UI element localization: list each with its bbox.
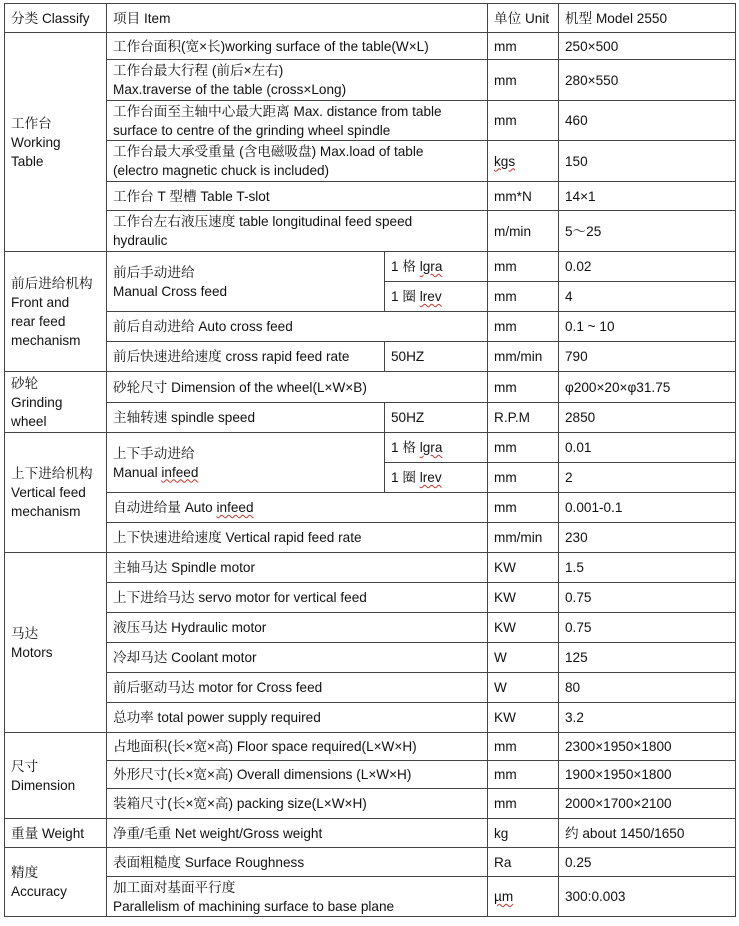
table-row <box>5 141 736 182</box>
value-cell: 150 <box>559 141 736 182</box>
value-cell: 790 <box>559 342 736 372</box>
item-line: surface to centre of the grinding wheel spindle <box>113 122 391 138</box>
item-cell: 占地面积(长×宽×高) Floor space required(L×W×H) <box>107 733 488 761</box>
unit-cell: m/min <box>488 211 559 252</box>
category-grinding-wheel <box>5 372 107 433</box>
header-row <box>5 4 736 33</box>
unit-cell: mm/min <box>488 523 559 553</box>
value-cell: 0.25 <box>559 848 736 877</box>
item-cell: 工作台 T 型槽 Table T-slot <box>107 182 488 211</box>
category-line: Working <box>11 134 61 150</box>
unit-cell: mm <box>488 282 559 312</box>
unit-cell: mm <box>488 33 559 60</box>
item-cell: 工作台面积(宽×长)working surface of the table(W×L) <box>107 33 488 60</box>
unit-cell: KW <box>488 703 559 733</box>
item-cell <box>107 252 385 312</box>
value-cell: 0.02 <box>559 252 736 282</box>
category-line: 工作台 <box>11 115 52 131</box>
value-cell: 1900×1950×1800 <box>559 761 736 789</box>
item-line: 工作台面至主轴中心最大距离 Max. distance from table <box>113 103 442 119</box>
category-line: 精度 <box>11 865 39 880</box>
table-row <box>5 403 736 433</box>
table-row <box>5 553 736 583</box>
value-cell: 3.2 <box>559 703 736 733</box>
table-row <box>5 493 736 523</box>
value-cell: 2 <box>559 463 736 493</box>
item-line: 工作台左右液压速度 table longitudinal feed speed <box>113 214 413 229</box>
table-row <box>5 342 736 372</box>
item-cell: 上下进给马达 servo motor for vertical feed <box>107 583 488 613</box>
category-accuracy <box>5 848 107 917</box>
unit-cell: KW <box>488 553 559 583</box>
item-cell: 净重/毛重 Net weight/Gross weight <box>107 819 488 848</box>
unit-cell: mm <box>488 60 559 101</box>
category-line: 砂轮 <box>11 375 39 391</box>
item-line: Max.traverse of the table (cross×Long) <box>113 82 347 97</box>
value-cell: 约 about 1450/1650 <box>559 819 736 848</box>
unit-cell: mm/min <box>488 342 559 372</box>
unit-cell: mm <box>488 463 559 493</box>
value-cell: 1.5 <box>559 553 736 583</box>
table-row <box>5 33 736 60</box>
table-row <box>5 789 736 819</box>
table-row <box>5 101 736 141</box>
unit-cell: mm <box>488 433 559 463</box>
value-cell: 2300×1950×1800 <box>559 733 736 761</box>
item-cell <box>107 60 488 101</box>
category-line: Front and <box>11 294 70 310</box>
unit-cell: W <box>488 673 559 703</box>
item-cell: 冷却马达 Coolant motor <box>107 643 488 673</box>
category-line: 前后进给机构 <box>11 275 93 291</box>
item-line: 前后手动进给 <box>113 264 195 280</box>
item-line: Manual Cross feed <box>113 283 228 299</box>
header-model: 机型 Model 2550 <box>559 4 736 33</box>
category-line: mechanism <box>11 504 81 519</box>
value-cell: 2000×1700×2100 <box>559 789 736 819</box>
item-line: 加工面对基面平行度 <box>113 879 236 895</box>
sub-word: lrev <box>419 470 442 485</box>
sub-prefix: 1 圈 <box>391 470 420 485</box>
value-cell: 2850 <box>559 403 736 433</box>
item-prefix: Manual <box>113 464 162 480</box>
unit-cell: mm <box>488 312 559 342</box>
table-row <box>5 583 736 613</box>
item-cell <box>107 877 488 917</box>
table-row <box>5 733 736 761</box>
category-motors <box>5 553 107 733</box>
category-line: wheel <box>11 413 47 429</box>
unit-cell: mm*N <box>488 182 559 211</box>
unit-cell: mm <box>488 733 559 761</box>
value-cell: 14×1 <box>559 182 736 211</box>
category-working-table <box>5 33 107 252</box>
table-row <box>5 673 736 703</box>
item-line <box>113 463 378 482</box>
category-line: 马达 <box>11 625 39 641</box>
unit-text: µm <box>494 889 514 904</box>
sub-cell: 50HZ <box>385 342 488 372</box>
table-row <box>5 252 736 282</box>
table-row <box>5 372 736 403</box>
item-cell: 前后自动进给 Auto cross feed <box>107 312 488 342</box>
table-row <box>5 761 736 789</box>
item-line: 工作台最大承受重量 (含电磁吸盘) Max.load of table <box>113 144 424 159</box>
header-item: 项目 Item <box>107 4 488 33</box>
category-line: Dimension <box>11 777 76 793</box>
value-cell: 5～25 <box>559 211 736 252</box>
value-cell: 0.1 ~ 10 <box>559 312 736 342</box>
category-line: rear feed <box>11 313 66 329</box>
item-line: Parallelism of machining surface to base plane <box>113 898 395 914</box>
unit-cell: R.P.M <box>488 403 559 433</box>
value-cell: 80 <box>559 673 736 703</box>
value-cell: 460 <box>559 101 736 141</box>
category-vertical-feed <box>5 433 107 553</box>
header-unit: 单位 Unit <box>488 4 559 33</box>
table-row <box>5 819 736 848</box>
table-row <box>5 848 736 877</box>
spec-table <box>4 3 736 917</box>
item-cell <box>107 211 488 252</box>
category-line: Motors <box>11 644 53 660</box>
item-cell: 液压马达 Hydraulic motor <box>107 613 488 643</box>
item-cell: 主轴马达 Spindle motor <box>107 553 488 583</box>
value-cell: 0.75 <box>559 583 736 613</box>
item-cell: 总功率 total power supply required <box>107 703 488 733</box>
unit-cell: mm <box>488 789 559 819</box>
value-cell: φ200×20×φ31.75 <box>559 372 736 403</box>
item-line: (electro magnetic chuck is included) <box>113 163 330 178</box>
value-cell: 280×550 <box>559 60 736 101</box>
table-row <box>5 182 736 211</box>
category-line: mechanism <box>11 332 81 348</box>
item-cell: 表面粗糙度 Surface Roughness <box>107 848 488 877</box>
item-line: 工作台最大行程 (前后×左右) <box>113 63 284 78</box>
sub-cell: 50HZ <box>385 403 488 433</box>
value-cell: 250×500 <box>559 33 736 60</box>
item-cell: 主轴转速 spindle speed <box>107 403 385 433</box>
value-cell: 0.75 <box>559 613 736 643</box>
sub-word: lrev <box>419 289 442 304</box>
table-row <box>5 433 736 463</box>
header-classify: 分类 Classify <box>5 4 107 33</box>
table-row <box>5 312 736 342</box>
table-row <box>5 703 736 733</box>
unit-cell: mm <box>488 372 559 403</box>
category-dimension <box>5 733 107 819</box>
category-front-rear-feed <box>5 252 107 372</box>
unit-cell: mm <box>488 252 559 282</box>
sub-cell <box>385 433 488 463</box>
value-cell: 230 <box>559 523 736 553</box>
sub-cell <box>385 282 488 312</box>
sub-word: lgra <box>419 259 443 274</box>
unit-text: kgs <box>494 153 516 169</box>
category-line: Vertical feed <box>11 485 86 500</box>
table-row <box>5 877 736 917</box>
category-line: 尺寸 <box>11 758 39 774</box>
category-weight: 重量 Weight <box>5 819 107 848</box>
table-row <box>5 60 736 101</box>
unit-cell: mm <box>488 761 559 789</box>
item-cell: 外形尺寸(长×宽×高) Overall dimensions (L×W×H) <box>107 761 488 789</box>
item-cell: 上下快速进给速度 Vertical rapid feed rate <box>107 523 488 553</box>
value-cell: 0.001-0.1 <box>559 493 736 523</box>
item-word: infeed <box>161 464 199 480</box>
unit-cell: KW <box>488 583 559 613</box>
sub-prefix: 1 圈 <box>391 289 420 304</box>
category-line: 上下进给机构 <box>11 466 93 481</box>
unit-cell: kg <box>488 819 559 848</box>
unit-cell: W <box>488 643 559 673</box>
item-cell <box>107 493 488 523</box>
unit-cell: mm <box>488 101 559 141</box>
value-cell: 300:0.003 <box>559 877 736 917</box>
item-prefix: 自动进给量 Auto <box>113 500 217 515</box>
table-row <box>5 523 736 553</box>
item-cell: 前后驱动马达 motor for Cross feed <box>107 673 488 703</box>
unit-cell: KW <box>488 613 559 643</box>
unit-cell: Ra <box>488 848 559 877</box>
table-row <box>5 211 736 252</box>
unit-cell <box>488 877 559 917</box>
item-cell: 前后快速进给速度 cross rapid feed rate <box>107 342 385 372</box>
value-cell: 125 <box>559 643 736 673</box>
sub-cell <box>385 463 488 493</box>
item-cell: 砂轮尺寸 Dimension of the wheel(L×W×B) <box>107 372 488 403</box>
category-line: Accuracy <box>11 884 67 899</box>
item-line: hydraulic <box>113 233 168 248</box>
sub-prefix: 1 格 <box>391 440 420 455</box>
value-cell: 0.01 <box>559 433 736 463</box>
sub-prefix: 1 格 <box>391 259 420 274</box>
unit-cell <box>488 141 559 182</box>
item-line: 上下手动进给 <box>113 445 195 461</box>
category-line: Table <box>11 153 44 169</box>
category-line: Grinding <box>11 394 63 410</box>
value-cell: 4 <box>559 282 736 312</box>
table-row <box>5 643 736 673</box>
item-cell <box>107 141 488 182</box>
item-cell: 装箱尺寸(长×宽×高) packing size(L×W×H) <box>107 789 488 819</box>
item-word: infeed <box>216 500 254 515</box>
item-cell <box>107 433 385 493</box>
sub-word: lgra <box>419 440 443 455</box>
unit-cell: mm <box>488 493 559 523</box>
table-row <box>5 613 736 643</box>
item-cell <box>107 101 488 141</box>
sub-cell <box>385 252 488 282</box>
